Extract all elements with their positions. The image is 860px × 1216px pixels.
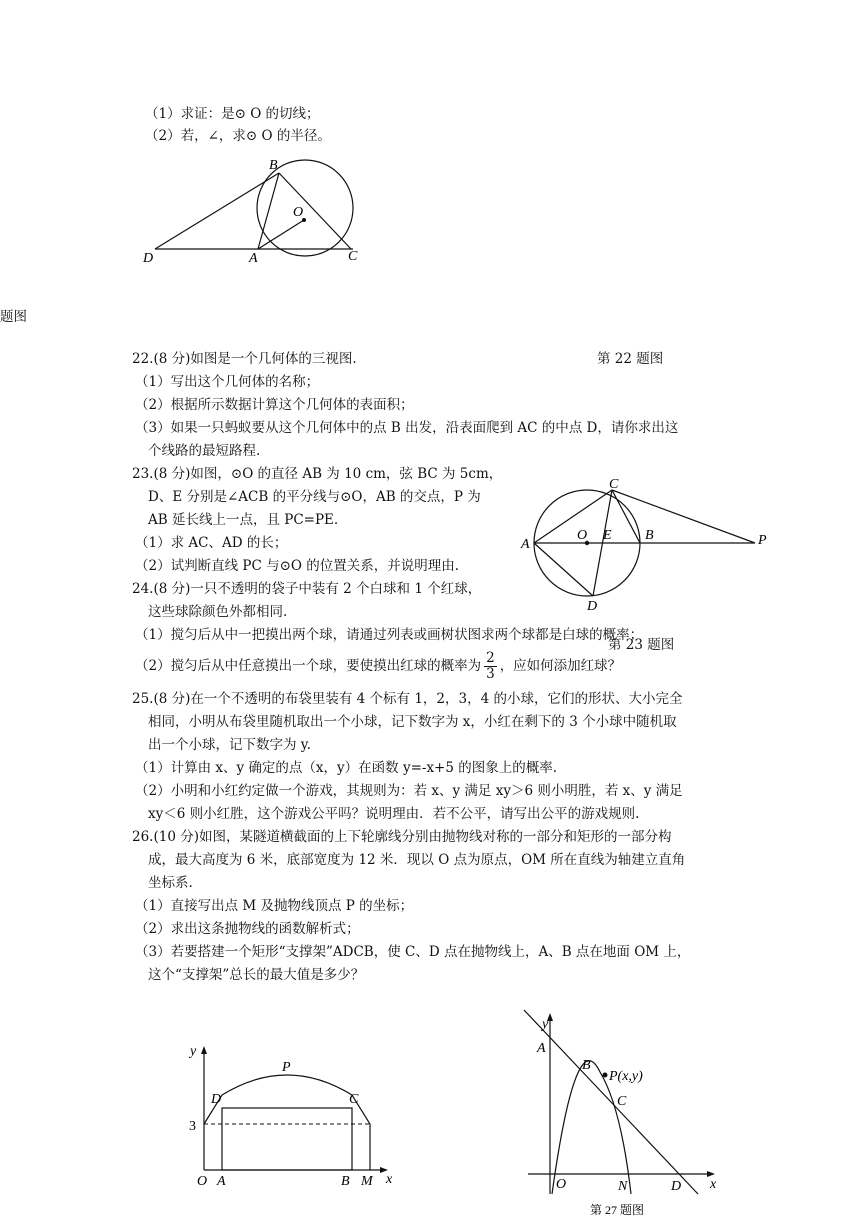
- q21-label-o: O: [293, 205, 304, 220]
- q26-label-b: B: [341, 1174, 350, 1189]
- q23-label-d: D: [587, 599, 598, 614]
- q23-part1: （1）求 AC、AD 的长；: [135, 535, 288, 551]
- q23-part2: （2）试判断直线 PC 与⊙O 的位置关系，并说明理由.: [135, 558, 460, 574]
- q24-line2: 这些球除颜色外都相同.: [148, 604, 288, 620]
- q26-tunnel-figure: [180, 1040, 405, 1190]
- q26-label-d: D: [211, 1092, 222, 1107]
- q23-line3: AB 延长线上一点，且 PC=PE.: [148, 512, 339, 528]
- fraction-denominator: 3: [486, 666, 495, 682]
- q24-part1: （1）搅匀后从中一把摸出两个球，请通过列表或画树状图求两个球都是白球的概率；: [135, 627, 644, 643]
- q27-figure: [520, 1006, 730, 1216]
- q27-label-y: y: [542, 1017, 549, 1032]
- q26-line2: 成，最大高度为 6 米，底部宽度为 12 米．现以 O 点为原点，OM 所在直线为轴建立直角: [148, 852, 686, 868]
- q23-heading: 23.(8 分)如图，⊙O 的直径 AB 为 10 cm，弦 BC 为 5cm，: [132, 466, 503, 482]
- q26-heading: 26.(10 分)如图，某隧道横截面的上下轮廓线分别由抛物线对称的一部分和矩形的一部分构: [132, 829, 672, 845]
- q27-label-n: N: [618, 1179, 628, 1194]
- q25-part2b: xy＜6 则小红胜，这个游戏公平吗？说明理由．若不公平，请写出公平的游戏规则.: [148, 806, 640, 822]
- q21-circle: [257, 160, 353, 256]
- q26-part2: （2）求出这条抛物线的函数解析式；: [135, 921, 360, 937]
- q22-part1: （1）写出这个几何体的名称；: [135, 374, 320, 390]
- q22-part3b: 个线路的最短路程.: [148, 443, 261, 459]
- q21-caption-fragment: 题图: [0, 309, 27, 325]
- q27-label-b: B: [582, 1058, 591, 1073]
- q23-caption: 第 23 题图: [608, 637, 675, 653]
- q23-label-a: A: [521, 537, 530, 552]
- q26-label-p: P: [282, 1060, 291, 1075]
- q26-label-m: M: [361, 1174, 373, 1189]
- q24-part2-text: （2）搅匀后从中任意摸出一个球，要使摸出红球的概率为: [135, 658, 482, 674]
- q27-label-p: P(x,y): [609, 1069, 643, 1084]
- q23-label-e: E: [603, 528, 612, 543]
- q26-label-o: O: [197, 1174, 208, 1189]
- q21-figure: [135, 152, 375, 270]
- q23-label-p: P: [758, 533, 767, 548]
- q27-label-a: A: [537, 1041, 546, 1056]
- q27-point-p: [603, 1073, 608, 1078]
- q21-part1: （1）求证：是⊙ O 的切线；: [145, 106, 320, 122]
- q25-part2a: （2）小明和小红约定做一个游戏，其规则为：若 x、y 满足 xy＞6 则小明胜，若 x、y 满足: [135, 783, 683, 799]
- q24-part2: [135, 648, 621, 684]
- support-frame-rect: [222, 1108, 352, 1170]
- q22-caption: 第 22 题图: [597, 351, 664, 367]
- q23-figure: [515, 472, 775, 617]
- q23-label-b: B: [645, 528, 654, 543]
- q25-line3: 出一个小球，记下数字为 y.: [148, 737, 311, 753]
- q27-label-d: D: [671, 1179, 682, 1194]
- q26-part1: （1）直接写出点 M 及抛物线顶点 P 的坐标；: [135, 898, 414, 914]
- q25-heading: 25.(8 分)在一个不透明的布袋里装有 4 个标有 1，2，3，4 的小球，它们的形状、大小完全: [132, 691, 683, 707]
- q26-label-a: A: [217, 1174, 226, 1189]
- q27-label-c: C: [617, 1094, 627, 1109]
- q27-label-o: O: [556, 1177, 567, 1192]
- q27-label-x: x: [710, 1177, 717, 1192]
- fraction-numerator: 2: [486, 650, 495, 666]
- q22-part2: （2）根据所示数据计算这个几何体的表面积；: [135, 397, 414, 413]
- q23-label-o: O: [577, 528, 588, 543]
- q21-part2: （2）若，∠，求⊙ O 的半径。: [145, 128, 331, 144]
- q24-heading: 24.(8 分)一只不透明的袋子中装有 2 个白球和 1 个红球，: [132, 581, 482, 597]
- q26-part3b: 这个“支撑架”总长的最大值是多少？: [148, 967, 365, 983]
- q21-label-b: B: [269, 158, 278, 173]
- q21-label-c: C: [348, 249, 358, 264]
- q22-heading: 22.(8 分)如图是一个几何体的三视图.: [132, 351, 357, 367]
- q22-part3a: （3）如果一只蚂蚁要从这个几何体中的点 B 出发，沿表面爬到 AC 的中点 D，请你求出这: [135, 420, 679, 436]
- q23-label-c: C: [609, 477, 619, 492]
- q24-part2-tail: ，应如何添加红球？: [499, 658, 622, 674]
- q27-caption: 第 27 题图: [590, 1203, 645, 1216]
- q26-line3: 坐标系.: [148, 875, 193, 891]
- q26-label-x: x: [386, 1172, 393, 1187]
- q26-label-three: 3: [189, 1119, 196, 1134]
- q25-line2: 相同，小明从布袋里随机取出一个小球，记下数字为 x，小红在剩下的 3 个小球中随机取: [148, 714, 677, 730]
- q26-label-y: y: [190, 1044, 197, 1059]
- probability-fraction: [484, 651, 497, 682]
- q26-part3a: （3）若要搭建一个矩形“支撑架”ADCB，使 C、D 点在抛物线上，A、B 点在地面 OM 上，: [135, 944, 691, 960]
- q21-label-a: A: [249, 251, 258, 266]
- q26-label-c: C: [349, 1092, 359, 1107]
- q23-line2: D、E 分别是∠ACB 的平分线与⊙O，AB 的交点，P 为: [148, 489, 481, 505]
- q21-label-d: D: [143, 251, 154, 266]
- q25-part1: （1）计算由 x、y 确定的点（x，y）在函数 y=-x+5 的图象上的概率.: [135, 760, 558, 776]
